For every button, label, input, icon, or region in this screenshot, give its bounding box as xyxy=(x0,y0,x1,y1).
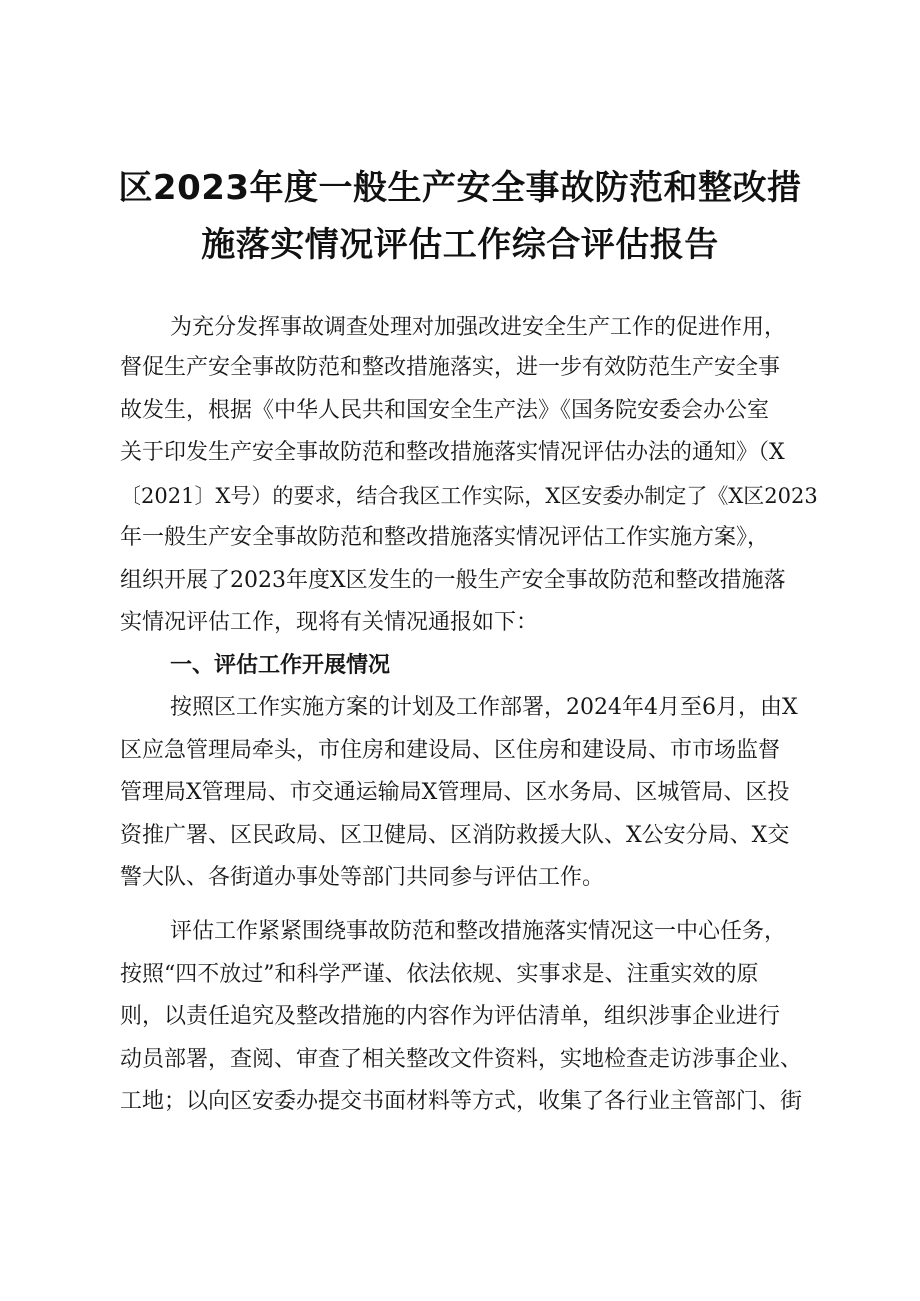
intro-line-4: 关于印发生产安全事故防范和整改措施落实情况评估办法的通知》（X xyxy=(120,440,785,465)
intro-line-5: 〔2021〕X号）的要求，结合我区工作实际，X区安委办制定了《X区2023 xyxy=(120,484,818,508)
intro-line-3: 故发生，根据《中华人民共和国安全生产法》《国务院安委会办公室 xyxy=(120,398,770,423)
section-heading-1: 一、评估工作开展情况 xyxy=(170,653,391,678)
intro-line-8: 实情况评估工作，现将有关情况通报如下： xyxy=(120,610,539,635)
report-title-line-1: 区2023年度一般生产安全事故防范和整改措 xyxy=(118,168,802,208)
para3-line-3: 则，以责任追究及整改措施的内容作为评估清单，组织涉事企业进行 xyxy=(120,1004,781,1029)
intro-line-2: 督促生产安全事故防范和整改措施落实，进一步有效防范生产安全事 xyxy=(120,355,781,380)
para2-line-2: 区应急管理局牵头，市住房和建设局、区住房和建设局、市市场监督 xyxy=(120,738,781,763)
para3-line-2: 按照“四不放过”和科学严谨、依法依规、实事求是、注重实效的原 xyxy=(120,962,759,987)
para2-line-3: 管理局X管理局、市交通运输局X管理局、区水务局、区城管局、区投 xyxy=(120,780,790,805)
para3-line-1: 评估工作紧紧围绕事故防范和整改措施落实情况这一中心任务， xyxy=(170,919,787,944)
para2-line-5: 警大队、各街道办事处等部门共同参与评估工作。 xyxy=(120,865,605,890)
para3-line-5: 工地；以向区安委办提交书面材料等方式，收集了各行业主管部门、街 xyxy=(120,1089,803,1114)
report-title-line-2: 施落实情况评估工作综合评估报告 xyxy=(201,225,719,265)
intro-line-7: 组织开展了2023年度X区发生的一般生产安全事故防范和整改措施落 xyxy=(120,568,786,593)
intro-line-1: 为充分发挥事故调查处理对加强改进安全生产工作的促进作用， xyxy=(170,315,787,340)
para2-line-1: 按照区工作实施方案的计划及工作部署，2024年4月至6月，由X xyxy=(170,695,798,720)
para2-line-4: 资推广署、区民政局、区卫健局、区消防救援大队、X公安分局、X交 xyxy=(120,823,790,848)
intro-line-6: 年一般生产安全事故防范和整改措施落实情况评估工作实施方案》， xyxy=(120,525,770,550)
para3-line-4: 动员部署，查阅、审查了相关整改文件资料，实地检查走访涉事企业、 xyxy=(120,1047,803,1072)
